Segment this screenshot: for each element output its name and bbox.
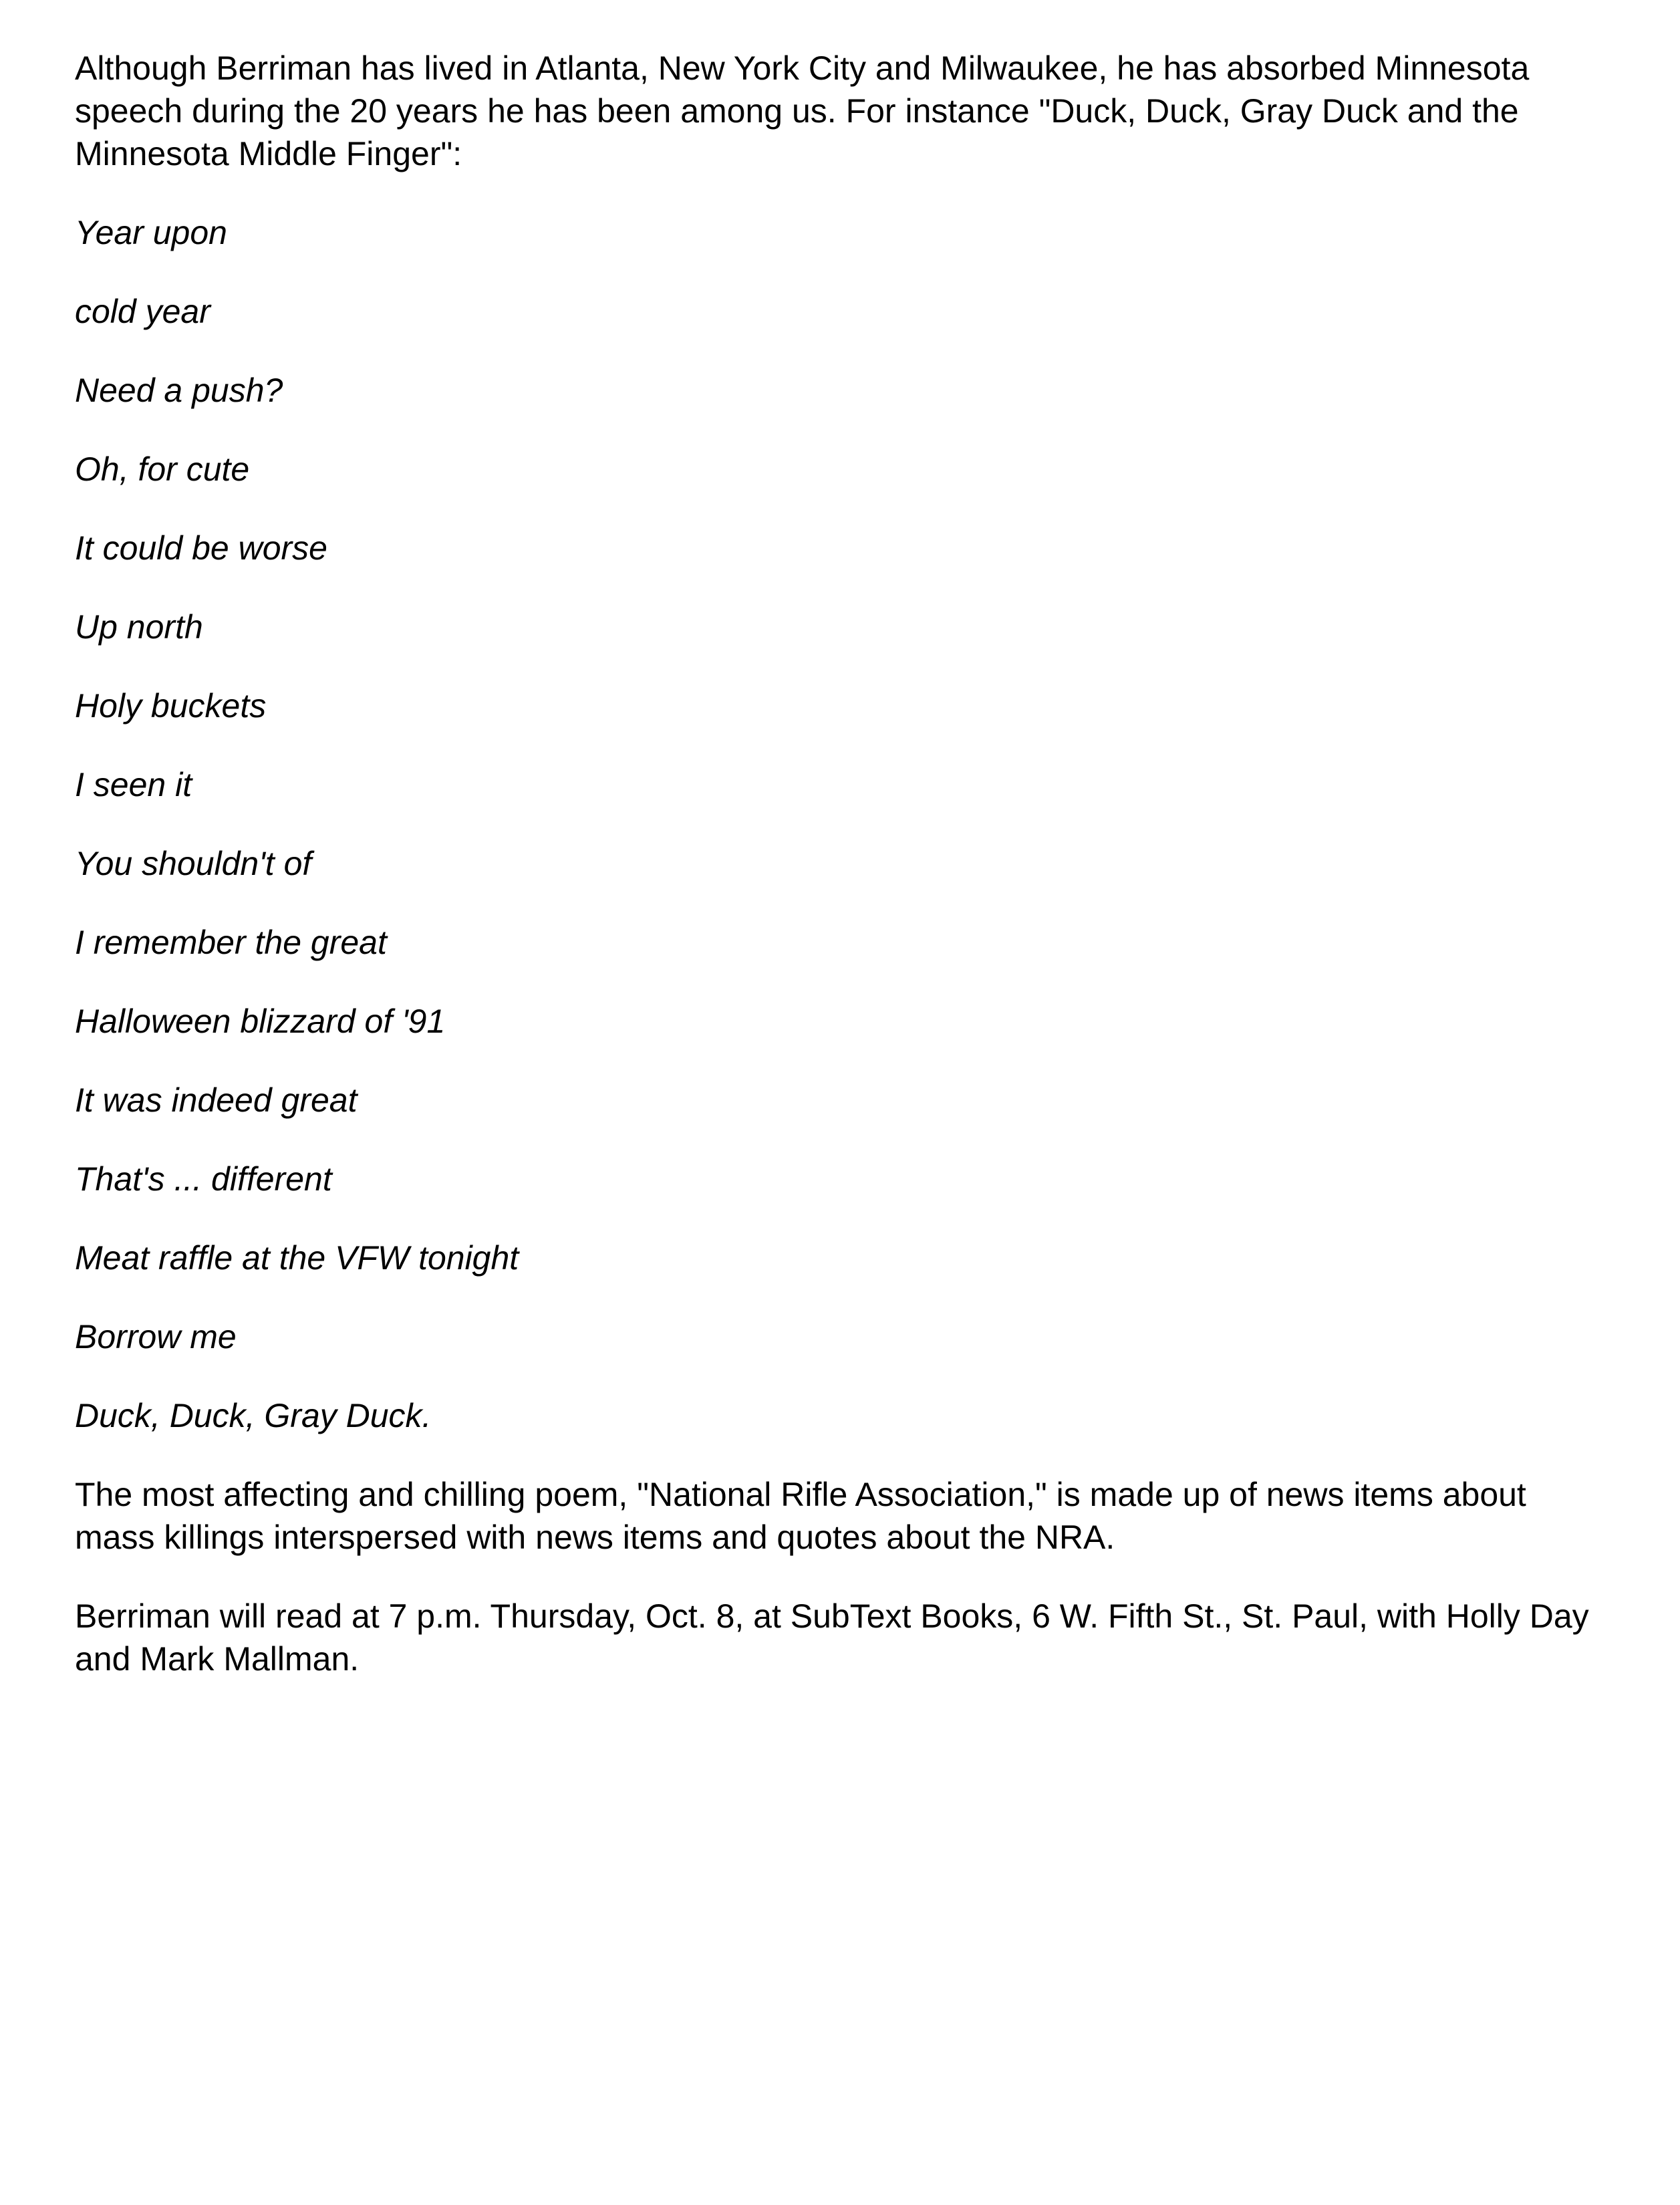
poem-line: Holy buckets <box>75 687 267 725</box>
poem-line: You shouldn't of <box>75 845 312 882</box>
poem-line: It was indeed great <box>75 1081 358 1119</box>
nra-paragraph: The most affecting and chilling poem, "National Rifle Association," is made up of news items about mass killings interspersed with news items and quotes about the NRA. <box>75 1476 1526 1556</box>
poem-line: I remember the great <box>75 924 387 961</box>
intro-paragraph: Although Berriman has lived in Atlanta, New York City and Milwaukee, he has absorbed Minnesota speech during the 20 years he has been among us. For instance "Duck, Duck, Gray Duck and the Minnesota Middle Finger": <box>75 49 1530 172</box>
poem-line: Need a push? <box>75 372 283 409</box>
document-page <box>75 47 1612 1716</box>
poem-excerpt <box>75 211 1612 1437</box>
poem-line: Duck, Duck, Gray Duck. <box>75 1397 432 1434</box>
poem-line: Meat raffle at the VFW tonight <box>75 1239 519 1277</box>
poem-line: Borrow me <box>75 1318 237 1355</box>
poem-line: It could be worse <box>75 529 327 567</box>
poem-line: That's ... different <box>75 1160 332 1198</box>
poem-line: I seen it <box>75 766 192 803</box>
poem-line: Year upon <box>75 214 227 251</box>
poem-line: Oh, for cute <box>75 450 250 488</box>
reading-paragraph: Berriman will read at 7 p.m. Thursday, Oct. 8, at SubText Books, 6 W. Fifth St., St. Paul, with Holly Day and Mark Mallman. <box>75 1597 1589 1678</box>
poem-line: Up north <box>75 608 203 646</box>
poem-line: cold year <box>75 293 211 330</box>
poem-line: Halloween blizzard of '91 <box>75 1003 446 1040</box>
